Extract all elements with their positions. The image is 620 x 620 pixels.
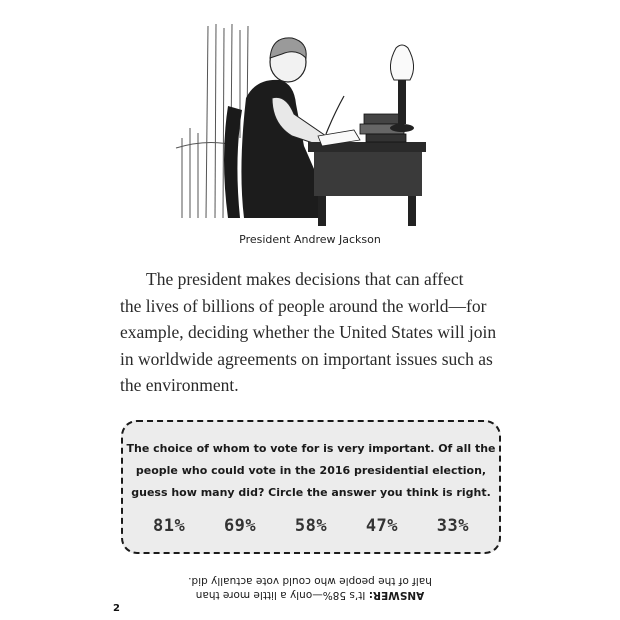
quiz-option-33[interactable]: 33% bbox=[436, 516, 469, 536]
quiz-option-47[interactable]: 47% bbox=[365, 516, 399, 536]
quiz-option-81[interactable]: 81% bbox=[153, 516, 186, 536]
answer-label: ANSWER: bbox=[368, 589, 425, 601]
page-number: 2 bbox=[113, 603, 120, 614]
quiz-question-line: guess how many did? Circle the answer you think is right. bbox=[131, 486, 491, 499]
illustration-caption: President Andrew Jackson bbox=[239, 233, 381, 246]
body-line: the environment. bbox=[120, 375, 239, 395]
quiz-question-line: people who could vote in the 2016 presidential election, bbox=[135, 464, 487, 477]
quiz-question bbox=[123, 438, 499, 504]
body-line: example, deciding whether the United States will join bbox=[120, 322, 497, 342]
body-paragraph bbox=[120, 266, 512, 399]
answer-line-2: half of the people who could vote actually did. bbox=[188, 575, 432, 587]
body-line: in worldwide agreements on important issues such as bbox=[120, 348, 493, 369]
quiz-box bbox=[121, 420, 501, 554]
body-line: the lives of billions of people around the world—for bbox=[120, 295, 487, 316]
quiz-option-69[interactable]: 69% bbox=[223, 516, 257, 536]
body-line: The president makes decisions that can affect bbox=[146, 269, 464, 289]
upside-down-answer bbox=[150, 574, 470, 602]
quiz-options bbox=[153, 516, 469, 536]
quiz-question-line: The choice of whom to vote for is very important. Of all the bbox=[126, 442, 496, 455]
quiz-option-58[interactable]: 58% bbox=[294, 516, 328, 536]
answer-line-1-text: It’s 58%—only a little more than bbox=[195, 589, 369, 601]
answer-line-1 bbox=[150, 588, 470, 602]
president-jackson-illustration bbox=[168, 18, 436, 228]
